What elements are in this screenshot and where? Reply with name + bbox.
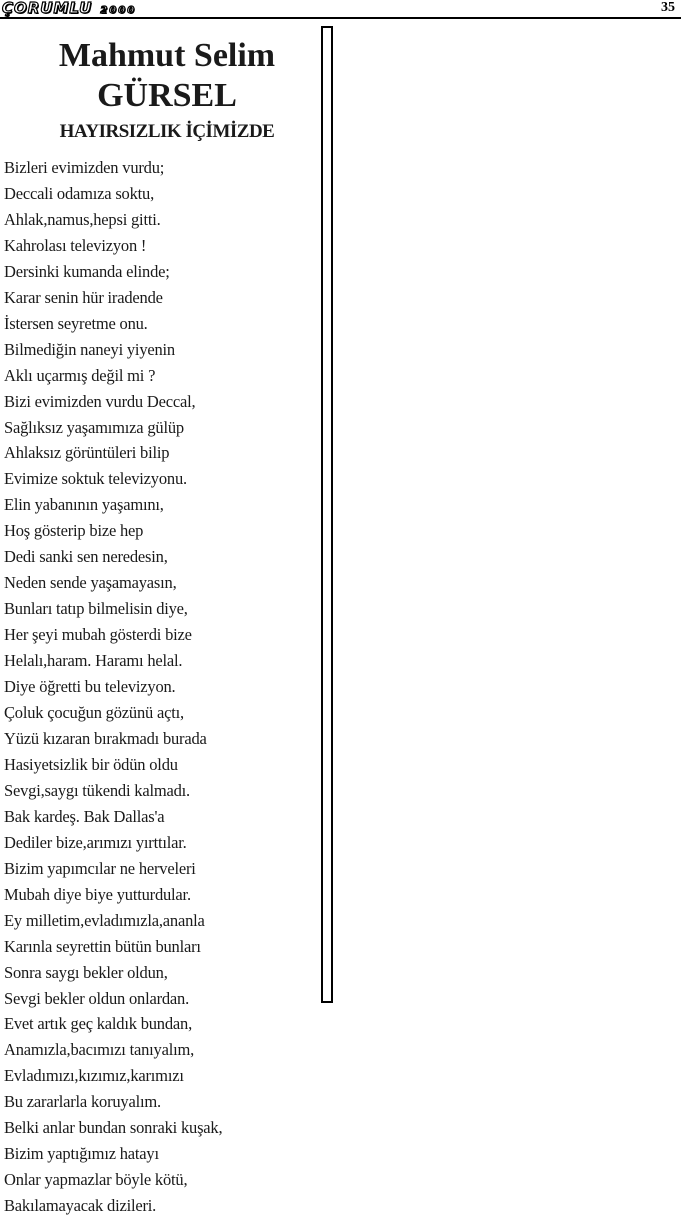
poem-line: Bu zararlarla koruyalım. (4, 1092, 161, 1112)
poem-line: İstersen seyretme onu. (4, 313, 148, 333)
poem-line: Evimize soktuk televizyonu. (4, 469, 187, 489)
page-header (0, 0, 681, 19)
poem-line: Sevgi bekler oldun onlardan. (4, 988, 190, 1008)
poem-line: Evladımızı,kızımız,karımızı (4, 1066, 184, 1086)
poem-line: Bizleri evimizden vurdu; (4, 158, 165, 177)
poem-line: Deccali odamıza soktu, (4, 183, 154, 203)
brand-year: 2000 (100, 5, 137, 16)
poem-line: Anamızla,bacımızı tanıyalım, (4, 1040, 195, 1060)
poem-line: Hasiyetsizlik bir ödün oldu (4, 754, 178, 774)
poem-body (4, 155, 222, 1219)
poem-line: Belki anlar bundan sonraki kuşak, (4, 1118, 223, 1138)
poem-line: Ahlaksız görüntüleri bilip (4, 443, 170, 463)
poem-line: Karınla seyrettin bütün bunları (4, 936, 201, 956)
poem-line: Neden sende yaşamayasın, (4, 573, 177, 593)
author-name (0, 36, 334, 116)
poem-line: Mubah diye biye yutturdular. (4, 884, 191, 904)
poem-line: Dedi sanki sen neredesin, (4, 547, 168, 567)
brand-name: ÇORUMLU (2, 0, 93, 17)
poem-line: Diye öğretti bu televizyon. (4, 677, 176, 697)
poem-line: Onlar yapmazlar böyle kötü, (4, 1170, 188, 1190)
poem-line: Elin yabanının yaşamını, (4, 495, 164, 515)
poem-line: Ahlak,namus,hepsi gitti. (4, 209, 161, 229)
poem-line: Bizim yaptığımız hatayı (4, 1144, 159, 1164)
poem-line: Yüzü kızaran bırakmadı burada (4, 728, 207, 748)
vertical-column-rule (321, 26, 333, 1003)
poem-line: Bak kardeş. Bak Dallas'a (4, 806, 165, 826)
poem-line: Helalı,haram. Haramı helal. (4, 651, 183, 671)
poem-line: Hoş gösterip bize hep (4, 521, 144, 541)
poem-line: Evet artık geç kaldık bundan, (4, 1014, 193, 1034)
poem-line: Bizi evimizden vurdu Deccal, (4, 391, 196, 411)
poem-line: Dediler bize,arımızı yırttılar. (4, 832, 187, 852)
poem-line: Bilmediğin naneyi yiyenin (4, 339, 175, 359)
poem-line: Dersinki kumanda elinde; (4, 261, 170, 281)
magazine-brand (2, 0, 136, 17)
poem-line: Bakılamayacak dizileri. (4, 1196, 157, 1216)
poem-line: Sonra saygı bekler oldun, (4, 962, 168, 982)
poem-line: Bizim yapımcılar ne herveleri (4, 858, 196, 878)
poem-line: Kahrolası televizyon ! (4, 235, 147, 255)
poem-line: Sağlıksız yaşamımıza gülüp (4, 417, 184, 437)
poem-line: Karar senin hür iradende (4, 287, 163, 307)
poem-line: Bunları tatıp bilmelisin diye, (4, 599, 188, 619)
poem-line: Her şeyi mubah gösterdi bize (4, 625, 192, 645)
poem-line: Sevgi,saygı tükendi kalmadı. (4, 780, 190, 800)
poem-line: Çoluk çocuğun gözünü açtı, (4, 703, 184, 723)
author-surname: GÜRSEL (97, 77, 237, 114)
author-first-name: Mahmut Selim (58, 37, 276, 74)
page-number: 35 (661, 0, 675, 15)
poem-line: Aklı uçarmış değil mi ? (4, 365, 156, 385)
poem-title: HAYIRSIZLIK İÇİMİZDE (59, 121, 275, 142)
poem-line: Ey milletim,evladımızla,ananla (4, 910, 205, 930)
